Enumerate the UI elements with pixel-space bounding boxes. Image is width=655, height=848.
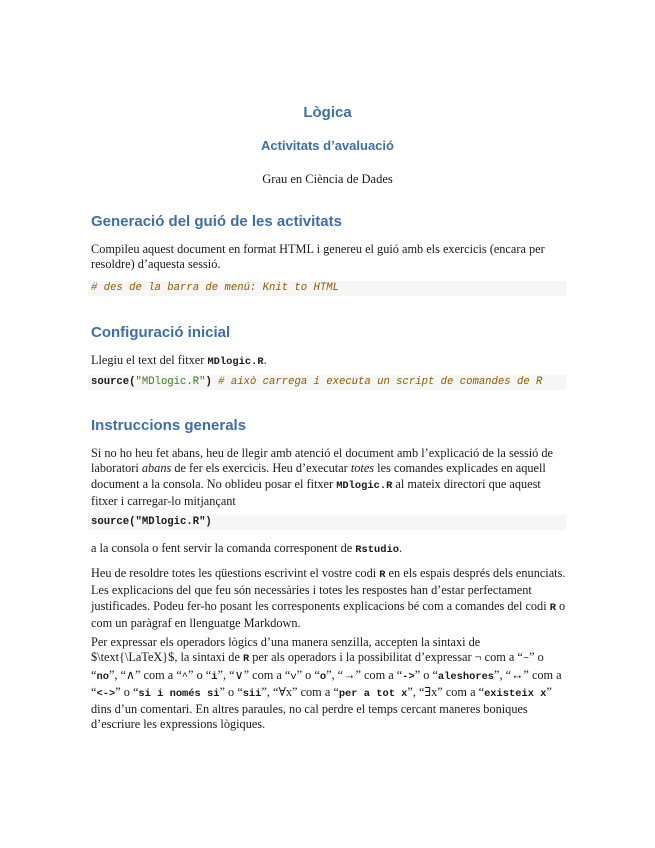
inline-code: per a tot x <box>338 687 408 700</box>
code-source: source("MDlogic.R") <box>88 515 566 530</box>
document-title: Lògica <box>303 104 352 121</box>
inline-code-file: MDlogic.R <box>207 356 264 368</box>
code-paren: ) <box>205 376 212 388</box>
text-run: ” o “ <box>296 667 320 682</box>
text-run: a la consola o fent servir la comanda corresponent de <box>91 541 356 555</box>
inline-code: si i només si <box>138 687 220 700</box>
text-run: per als operadors i la possibilitat d’expressar ¬ com a “ <box>249 650 523 665</box>
inline-code: aleshores <box>437 670 495 683</box>
document-author: Grau en Ciència de Dades <box>262 172 393 186</box>
paragraph-operadors <box>91 635 566 733</box>
inline-code: i <box>211 670 218 683</box>
inline-code: -> <box>402 670 415 683</box>
paragraph-consola <box>91 541 566 558</box>
text-run: de fer els exercicis. Heu d’executar <box>171 461 351 476</box>
heading-guio: Generació del guió de les activitats <box>91 213 342 230</box>
heading-configuracio: Configuració inicial <box>91 324 231 341</box>
code-function: source( <box>91 376 136 388</box>
inline-code-r: R <box>549 601 556 614</box>
text-run: ” o “ <box>219 684 243 699</box>
text-run: ”, “∨” com a “ <box>217 667 291 682</box>
code-comment: # des de la barra de menú: Knit to HTML <box>91 282 339 294</box>
inline-code: v <box>290 670 297 683</box>
inline-code: ^ <box>181 670 189 683</box>
text-run: ”, “→” com a “ <box>326 667 403 682</box>
text-run: Llegiu el text del fitxer <box>91 353 208 367</box>
text-run: ” o “ <box>414 667 438 682</box>
text-run: Si no ho heu fet abans, heu de llegir amb atenció el document amb l’explicació de la sessió de laboratori <box>91 446 554 476</box>
emphasis-text: abans <box>141 461 172 476</box>
text-run: en els espais després dels enunciats. Les explicacions del que feu són necessàries i totes les respostes han d’estar perfectament justificades. Podeu fer-ho posant les corresponents explicacions bé com a comandes del codi <box>91 566 566 613</box>
text-run: ” dins d’un comentari. En altres paraules, no cal perdre el temps cercant maneres boniques d’escriure les expressions lògiques. <box>91 684 552 732</box>
paragraph-resoldre <box>91 566 566 631</box>
paragraph-llegiu <box>91 353 566 370</box>
code-string: "MDlogic.R" <box>135 376 206 388</box>
inline-code: o <box>319 670 327 683</box>
text-run: al mateix directori que aquest fitxer i carregar-lo mitjançant <box>91 476 541 508</box>
inline-code: <-> <box>96 687 116 700</box>
paragraph-instruccions-1 <box>91 446 566 509</box>
heading-instruccions: Instruccions generals <box>91 417 247 434</box>
inline-code-file: MDlogic.R <box>336 479 393 492</box>
inline-code-r: R <box>242 653 250 666</box>
text-run: Per expressar els operadors lògics d’una manera senzilla, accepten la sintaxi de $\text{\LaTeX}$, la sintaxi de <box>91 635 481 665</box>
text-run: ”, “∧” com a “ <box>108 667 182 682</box>
code-source-comment <box>88 375 566 390</box>
inline-code: no <box>96 670 109 683</box>
inline-code: existeix x <box>484 687 547 700</box>
paragraph-compile: Compileu aquest document en format HTML i genereu el guió amb els exercicis (encara per resoldre) d’aquesta sessió. <box>91 242 545 272</box>
text-run: o com un paràgraf en llenguatge Markdown. <box>91 598 566 630</box>
code-comment: # això carrega i executa un script de comandes de R <box>211 376 543 388</box>
inline-code-rstudio: Rstudio <box>355 544 399 556</box>
emphasis-text: totes <box>350 461 375 476</box>
inline-code: ~ <box>522 653 530 666</box>
text-run: ”, “∃x” com a “ <box>407 684 485 699</box>
document-subtitle: Activitats d’avaluació <box>261 138 394 153</box>
code-knit-comment <box>88 281 566 296</box>
text-run: ” o “ <box>115 684 139 699</box>
inline-code: sii <box>242 687 262 700</box>
text-run: . <box>398 541 403 555</box>
text-run: ” o “ <box>188 667 212 682</box>
text-run: . <box>263 353 267 367</box>
inline-code-r: R <box>379 569 386 581</box>
text-run: ”, “↔” com a “ <box>91 667 562 699</box>
text-run: les comandes explicades en aquell document a la consola. No oblideu posar el fitxer <box>91 461 546 491</box>
text-run: ”, “∀x” com a “ <box>261 684 339 699</box>
text-run: ” o “ <box>91 650 544 682</box>
text-run: Heu de resoldre totes les qüestions escrivint el vostre codi <box>91 566 380 580</box>
